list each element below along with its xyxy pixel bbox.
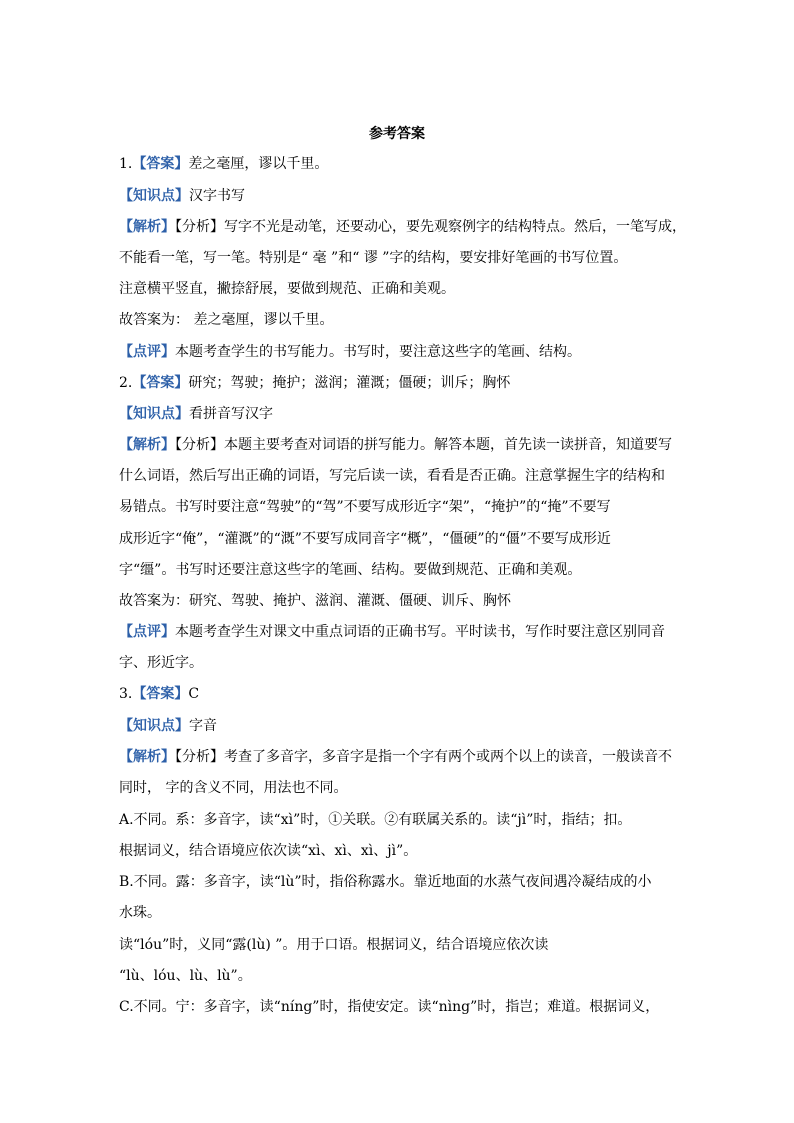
knowledge-tag: 【知识点】 [119,406,189,422]
q2-analysis-line-2: 什么词语，然后写出正确的词语，写完后读一读，看看是否正确。注意掌握生字的结构和 [119,468,665,484]
answer-tag: 【答案】 [132,686,189,702]
q2-answer: 研究；驾驶；掩护；滋润；灌溉；僵硬；训斥；胸怀 [188,375,511,391]
analysis-tag: 【解析】 [119,749,175,765]
q2-comment-1: 本题考查学生对课文中重点词语的正确书写。平时读书，写作时要注意区别同音 [175,624,665,640]
q2-comment-line [119,622,665,642]
q2-analysis-line-3: 易错点。书写时要注意“驾驶”的“驾”不要写成形近字“架”，“掩护”的“掩”不要写 [119,499,611,515]
q2-final-answer: 故答案为：研究、驾驶、掩护、滋润、灌溉、僵硬、训斥、胸怀 [119,593,511,609]
q2-analysis-line-1 [119,435,672,455]
q3-analysis-text-1: 考查了多音字，多音字是指一个字有两个或两个以上的读音，一般读音不 [224,749,672,765]
comment-tag: 【点评】 [119,624,175,640]
knowledge-tag: 【知识点】 [119,718,189,734]
q1-answer-line [119,154,328,174]
q1-knowledge-line [119,186,245,206]
q3-knowledge-line [119,716,217,736]
q1-knowledge: 汉字书写 [189,188,245,204]
fenxi-tag: 【分析】 [175,219,224,235]
answer-tag: 【答案】 [132,375,189,391]
q3-option-b-line-1: B.不同。露：多音字，读“lù”时，指俗称露水。靠近地面的水蒸气夜间遇冷凝结成的小 [119,874,652,890]
q2-analysis-line-4: 成形近字“俺”，“灌溉”的“溉”不要写成同音字“概”，“僵硬”的“僵”不要写成形近 [119,531,611,547]
q2-analysis-line-5: 字“缰”。书写时还要注意这些字的笔画、结构。要做到规范、正确和美观。 [119,562,582,578]
analysis-tag: 【解析】 [119,437,175,453]
q3-answer: C [188,686,200,702]
q1-analysis-text-1: 写字不光是动笔，还要动心，要先观察例字的结构特点。然后，一笔写成， [224,219,686,235]
q1-number: 1. [119,156,133,172]
fenxi-tag: 【分析】 [175,749,224,765]
q3-option-b-line-3: 读“lóu”时，义同“露(lù) ”。用于口语。根据词义，结合语境应依次读 [119,937,549,953]
q3-knowledge: 字音 [189,718,217,734]
q3-option-a-line-1: A.不同。系：多音字，读“xì”时，①关联。②有联属关系的。读“jì”时，指结；扣。 [119,812,632,828]
q1-analysis-line-2: 不能看一笔，写一笔。特别是“ 毫 ”和“ 谬 ”字的结构，要安排好笔画的书写位置。 [119,250,628,266]
q1-comment-line [119,342,581,362]
fenxi-tag: 【分析】 [175,437,224,453]
q3-option-b-line-4: “lù、lóu、lù、lù”。 [119,968,252,984]
q1-analysis-line-1 [119,217,686,237]
comment-tag: 【点评】 [119,344,175,360]
q2-analysis-text-1: 本题主要考查对词语的拼写能力。解答本题，首先读一读拼音，知道要写 [224,437,672,453]
knowledge-tag: 【知识点】 [119,188,189,204]
q2-answer-line [119,373,510,393]
q3-option-c-line-1: C.不同。宁：多音字，读“níng”时，指使安定。读“nìng”时，指岂；难道。根据词义， [119,999,660,1015]
q3-number: 3. [119,686,133,702]
q2-knowledge-line [119,404,273,424]
page-title: 参考答案 [369,126,425,142]
q1-comment: 本题考查学生的书写能力。书写时，要注意这些字的笔画、结构。 [175,344,581,360]
q3-analysis-line-2: 同时， 字的含义不同，用法也不同。 [119,780,348,796]
q3-option-b-line-2: 水珠。 [119,905,161,921]
q1-analysis-line-3: 注意横平竖直，撇捺舒展，要做到规范、正确和美观。 [119,281,455,297]
q2-number: 2. [119,375,133,391]
q3-analysis-line-1 [119,747,672,767]
q3-answer-line [119,684,199,704]
q1-final-answer: 故答案为： 差之毫厘，谬以千里。 [119,312,334,328]
q3-option-a-line-2: 根据词义，结合语境应依次读“xì、xì、xì、jì”。 [119,843,418,859]
q2-comment-line-2: 字、形近字。 [119,655,203,671]
q2-knowledge: 看拼音写汉字 [189,406,273,422]
analysis-tag: 【解析】 [119,219,175,235]
q1-answer: 差之毫厘，谬以千里。 [188,156,329,172]
answer-tag: 【答案】 [132,156,189,172]
